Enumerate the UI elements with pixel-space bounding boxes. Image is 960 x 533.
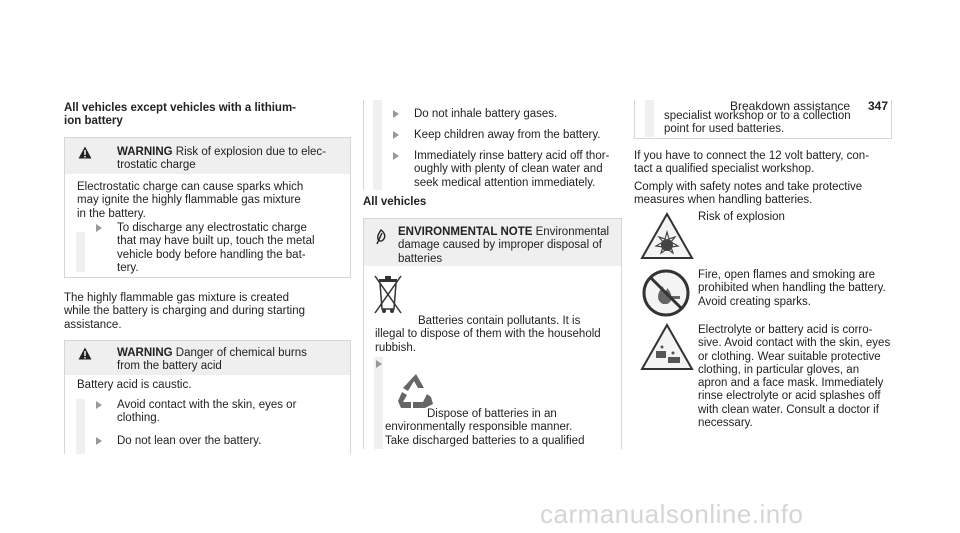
warning-triangle-icon	[78, 347, 92, 360]
acid-step-gases: Do not inhale battery gases.	[414, 108, 558, 120]
symbol-text-corrosive: Electrolyte or battery acid is corro- sive. Avoid contact with the skin, eyes or clothing. Wear suitable protective clothing, in particular gloves, an apron and a face mask. Immediately rinse electrolyte or acid splashes off with clean water. Consult a doctor if necessary.	[698, 324, 891, 430]
heading-all-vehicles: All vehicles	[363, 196, 427, 208]
step-bar	[374, 357, 383, 449]
paragraph-flammable-gas: The highly flammable gas mixture is created while the battery is charging and during starting assistance.	[64, 292, 306, 331]
step-arrow-icon	[96, 437, 102, 445]
step-bar	[373, 100, 382, 190]
step-bar	[76, 232, 85, 272]
warning-body: Battery acid is caustic.	[77, 379, 192, 391]
step-arrow-icon	[96, 224, 102, 232]
symbol-text-no-fire: Fire, open flames and smoking are prohibited when handling the battery. Avoid creating sparks.	[698, 269, 886, 308]
heading-non-lithium: All vehicles except vehicles with a lithium- ion battery	[64, 102, 296, 128]
warning-box-explosion	[64, 137, 351, 278]
environmental-note-box	[363, 218, 622, 449]
step-arrow-icon	[376, 360, 382, 368]
step-arrow-icon	[393, 131, 399, 139]
warning-step: To discharge any electrostatic charge that may have built up, touch the metal vehicle body before handling the bat- tery.	[117, 222, 315, 274]
corrosive-warning-icon	[640, 323, 694, 371]
warning-title: WARNING Risk of explosion due to elec- trostatic charge	[117, 146, 327, 172]
step-bar	[76, 399, 85, 454]
paragraph-safety-notes: Comply with safety notes and take protective measures when handling batteries.	[634, 181, 863, 207]
symbol-text-explosion: Risk of explosion	[698, 211, 785, 223]
explosion-warning-icon	[640, 212, 694, 260]
note-step: Dispose of batteries in an environmentally responsible manner. Take discharged batteries to a qualified	[385, 408, 585, 447]
note-body: Batteries contain pollutants. It is illegal to dispose of them with the household rubbish.	[375, 315, 601, 354]
recycle-icon	[393, 371, 439, 411]
warning-triangle-icon	[78, 146, 92, 159]
step-arrow-icon	[393, 152, 399, 160]
watermark: carmanualsonline.info	[540, 499, 804, 529]
paragraph-12v-battery: If you have to connect the 12 volt battery, con- tact a qualified specialist workshop.	[634, 150, 870, 176]
step-arrow-icon	[96, 401, 102, 409]
warning-body: Electrostatic charge can cause sparks which may ignite the highly flammable gas mixture in the battery.	[77, 181, 304, 220]
step-arrow-icon	[393, 110, 399, 118]
acid-step-children: Keep children away from the battery.	[414, 129, 601, 141]
warning-title: WARNING Danger of chemical burns from the battery acid	[117, 347, 307, 373]
page-number: 347	[868, 99, 889, 113]
no-fire-icon	[641, 268, 691, 318]
step-bar	[645, 100, 654, 137]
warning-step: Do not lean over the battery.	[117, 435, 262, 447]
note-title: ENVIRONMENTAL NOTE Environmental damage caused by improper disposal of batteries	[398, 226, 610, 265]
warning-step: Avoid contact with the skin, eyes or clothing.	[117, 399, 297, 425]
section-title: Breakdown assistance	[730, 99, 851, 113]
environment-icon	[375, 229, 387, 245]
note-step-continued: specialist workshop or to a collection point for used batteries.	[664, 110, 851, 136]
warning-box-acid	[64, 340, 351, 454]
acid-step-rinse: Immediately rinse battery acid off thor- oughly with plenty of clean water and seek medical attention immediately.	[414, 150, 610, 189]
warning-box-acid-continued	[363, 100, 364, 190]
crossed-bin-icon	[373, 273, 403, 319]
